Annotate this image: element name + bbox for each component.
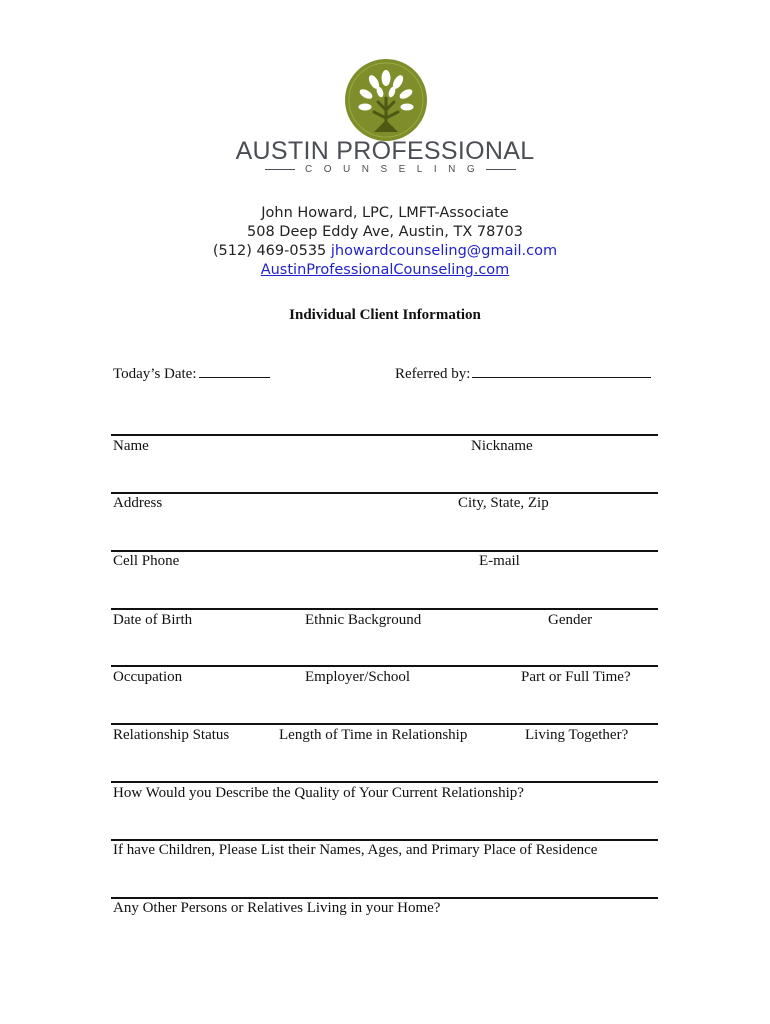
other-persons-question: Any Other Persons or Relatives Living in your Home? — [113, 900, 441, 916]
counselor-name: John Howard, LPC, LMFT-Associate — [261, 205, 509, 221]
email-link[interactable]: jhowardcounseling@gmail.com — [330, 243, 558, 259]
divider — [265, 169, 295, 170]
todays-date-blank[interactable] — [199, 363, 270, 378]
relationship-quality-question: How Would you Describe the Quality of Your Current Relationship? — [113, 785, 524, 801]
dob-label: Date of Birth — [113, 612, 193, 628]
website-link[interactable]: AustinProfessionalCounseling.com — [260, 262, 510, 278]
address-line[interactable] — [111, 492, 658, 494]
cell-phone-line[interactable] — [111, 550, 658, 552]
ethnic-background-label: Ethnic Background — [305, 612, 422, 628]
quality-line[interactable] — [111, 781, 658, 783]
occupation-line[interactable] — [111, 665, 658, 667]
office-address: 508 Deep Eddy Ave, Austin, TX 78703 — [247, 224, 523, 240]
todays-date-label: Today’s Date: — [113, 366, 197, 382]
website-line — [0, 262, 770, 278]
name-line[interactable] — [111, 434, 658, 436]
gender-label: Gender — [548, 612, 593, 628]
referred-by-blank[interactable] — [472, 363, 651, 378]
email-label: E-mail — [479, 553, 520, 569]
children-question: If have Children, Please List their Names, Ages, and Primary Place of Residence — [113, 842, 598, 858]
employer-school-label: Employer/School — [305, 669, 410, 685]
address-label: Address — [113, 495, 163, 511]
brand-name: AUSTIN PROFESSIONAL — [235, 137, 535, 165]
occupation-label: Occupation — [113, 669, 183, 685]
phone-number: (512) 469-0535 — [212, 243, 327, 259]
city-state-zip-label: City, State, Zip — [458, 495, 549, 511]
children-line[interactable] — [111, 839, 658, 841]
brand-subtitle-text: COUNSELING — [305, 163, 487, 175]
cell-phone-label: Cell Phone — [113, 553, 180, 569]
form-title: Individual Client Information — [289, 307, 481, 323]
relationship-line[interactable] — [111, 723, 658, 725]
divider — [486, 169, 516, 170]
others-line[interactable] — [111, 897, 658, 899]
nickname-label: Nickname — [471, 438, 533, 454]
relationship-length-label: Length of Time in Relationship — [279, 727, 468, 743]
dob-line[interactable] — [111, 608, 658, 610]
referred-by-field — [395, 363, 651, 383]
name-label: Name — [113, 438, 149, 454]
referred-by-label: Referred by: — [395, 366, 471, 382]
tree-logo-icon — [344, 58, 428, 142]
part-full-time-label: Part or Full Time? — [521, 669, 631, 685]
relationship-status-label: Relationship Status — [113, 727, 230, 743]
living-together-label: Living Together? — [525, 727, 629, 743]
todays-date-field — [113, 363, 270, 383]
phone-email-line — [0, 243, 770, 259]
brand-subtitle — [265, 161, 509, 177]
